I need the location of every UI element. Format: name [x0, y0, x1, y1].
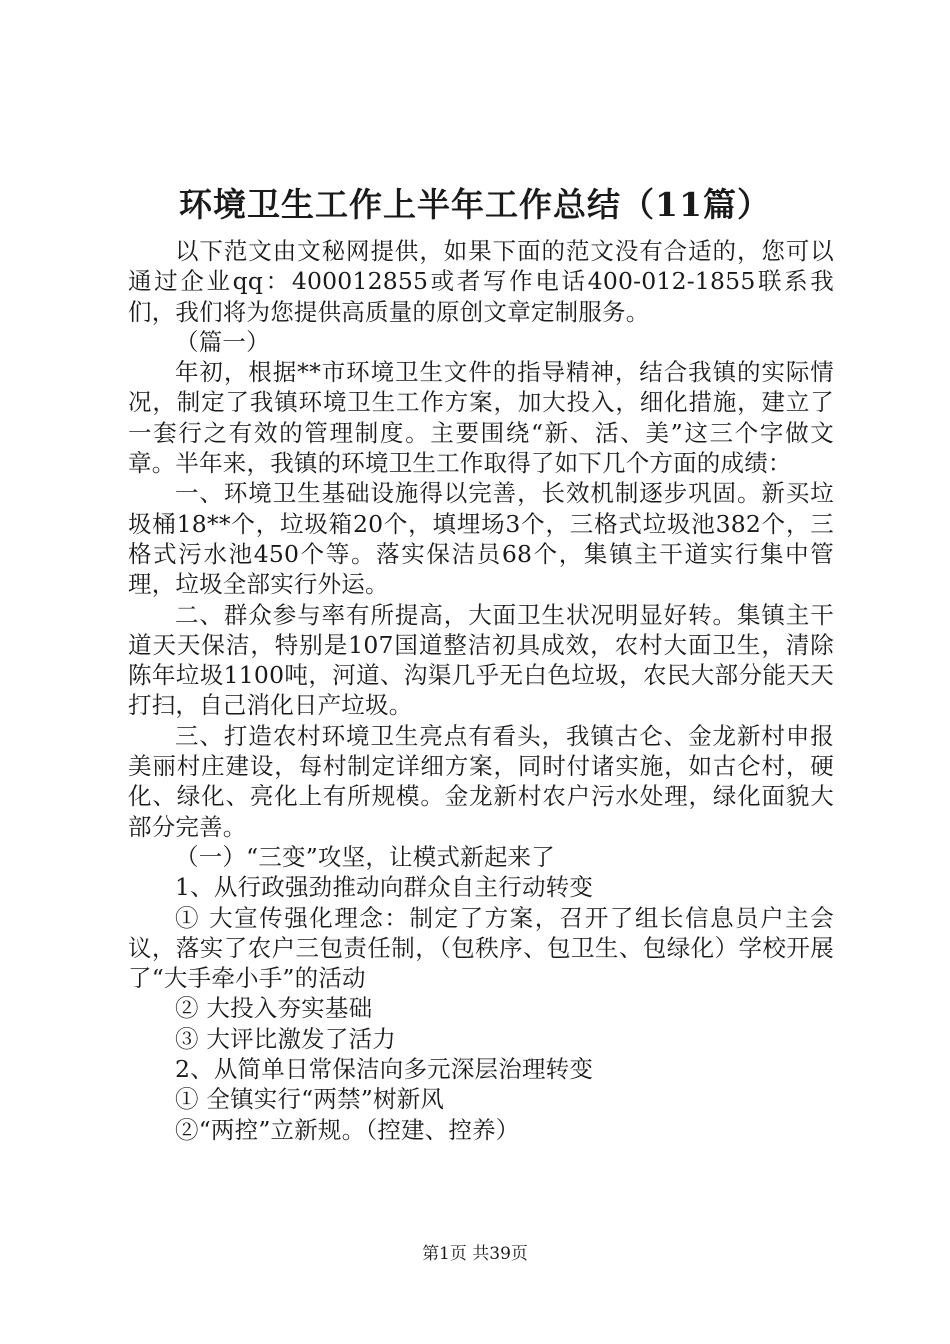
- list-item: ① 大宣传强化理念：制定了方案，召开了组长信息员户主会议，落实了农户三包责任制，（包秩序、包卫生、包绿化）学校开展了“大手牵小手”的活动: [128, 903, 834, 993]
- body-paragraph: 二、群众参与率有所提高，大面卫生状况明显好转。集镇主干道天天保洁，特别是107国道整洁初具成效，农村大面卫生，清除陈年垃圾1100吨，河道、沟渠几乎无白色垃圾，农民大部分能天天打扫，自己消化日产垃圾。: [128, 600, 834, 720]
- body-paragraph: 一、环境卫生基础设施得以完善，长效机制逐步巩固。新买垃圾桶18**个，垃圾箱20个，填埋场3个，三格式垃圾池382个，三格式污水池450个等。落实保洁员68个，集镇主干道实行集中管理，垃圾全部实行外运。: [128, 479, 834, 599]
- body-paragraph: 年初，根据**市环境卫生文件的指导精神，结合我镇的实际情况，制定了我镇环境卫生工作方案，加大投入，细化措施，建立了一套行之有效的管理制度。主要围绕“新、活、美”这三个字做文章。半年来，我镇的环境卫生工作取得了如下几个方面的成绩：: [128, 358, 834, 478]
- body-paragraph: 三、打造农村环境卫生亮点有看头，我镇古仑、金龙新村申报美丽村庄建设，每村制定详细方案，同时付诸实施，如古仑村，硬化、绿化、亮化上有所规模。金龙新村农户污水处理，绿化面貌大部分完善。: [128, 721, 834, 841]
- document-title: 环境卫生工作上半年工作总结（11篇）: [179, 185, 771, 224]
- list-item: ② 大投入夯实基础: [175, 994, 373, 1023]
- list-heading: 2、从简单日常保洁向多元深层治理转变: [175, 1055, 594, 1084]
- list-heading: 1、从行政强劲推动向群众自主行动转变: [175, 873, 594, 902]
- list-item: ③ 大评比激发了活力: [175, 1024, 396, 1053]
- section-heading: （篇一）: [175, 327, 270, 356]
- page-number: 第1页 共39页: [422, 1244, 528, 1264]
- subsection-heading: （一）“三变”攻坚，让模式新起来了: [175, 842, 555, 871]
- intro-paragraph: 以下范文由文秘网提供，如果下面的范文没有合适的，您可以通过企业qq：400012855或者写作电话400-012-1855联系我们，我们将为您提供高质量的原创文章定制服务。: [128, 237, 834, 326]
- document-body: [128, 236, 834, 1145]
- list-item: ① 全镇实行“两禁”树新风: [175, 1085, 445, 1114]
- list-item: ②“两控”立新规。（控建、控养）: [175, 1115, 520, 1144]
